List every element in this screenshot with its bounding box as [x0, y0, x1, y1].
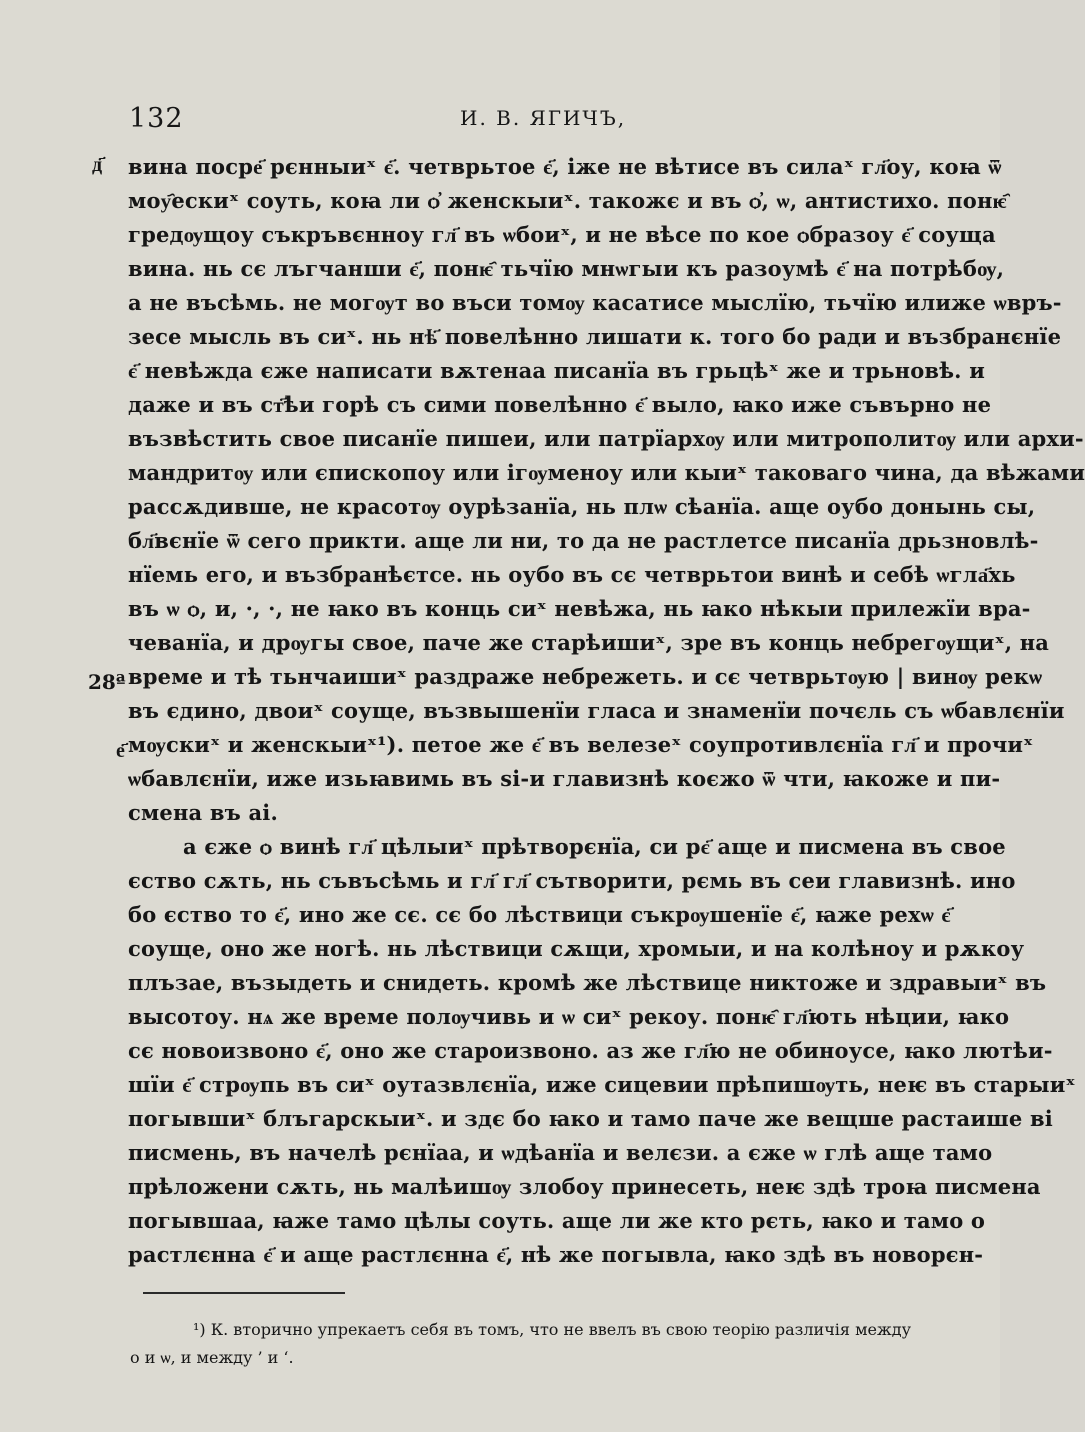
- body-text: [128, 150, 1085, 1272]
- text-line: чеванїа, и дрѹгы свое, паче же старѣишиˣ, зре въ конць небрегѹщиˣ, на: [128, 630, 1050, 655]
- text-line: зесе мысль въ сиˣ. нь нѣ҃ повелѣнно лишати к. того бо ради и възбранєнїе: [128, 324, 1062, 349]
- margin-note-top: д҃: [92, 152, 103, 176]
- text-line: шїи є҃ стрѹпь въ сиˣ оутазвлєнїа, иже сицевии прѣпишѹть, неѥ въ старыиˣ: [128, 1072, 1076, 1097]
- text-line: бо єство то є҃, ино же сє. сє бо лѣствици съкрѹшенїе є҃, ꙗже рехѡ є҃: [128, 902, 951, 927]
- footnote: [130, 1316, 953, 1372]
- text-line: нїемь его, и възбранѣєтсе. нь оубо въ сє четврьтои винѣ и себѣ ѡгла҃хь: [128, 562, 1016, 587]
- text-line: соуще, оно же ногѣ. нь лѣствици сѫщи, хромыи, и на колѣноу и рѫкоу: [128, 936, 1025, 961]
- text-line: вина посре҃ рєнныиˣ є҃. четврьтое є҃, іже не вѣтисе въ силаˣ гл҃оу, коꙗ ѿ: [128, 154, 1002, 179]
- text-line: ѡбавлєнїи, иже изьꙗвимь въ ѕі-и главизнѣ коєжо ѿ чти, ꙗкоже и пи-: [128, 766, 1001, 791]
- text-line: вина. нь сє лъгчанши є҃, понѥ҄ тьчїю мнѡгыи къ разоумѣ є҃ на потрѣбѹ,: [128, 256, 1005, 281]
- footnote-line: о и ѡ, и между ’ и ‘.: [130, 1348, 294, 1367]
- text-line: моу҄ескиˣ соуть, коꙗ ли ѻ҆ женскыиˣ. такожє и въ ѻ҆, ѡ, антистихо. понѥ҄: [128, 188, 1007, 213]
- text-line: време и тѣ тьнчаишиˣ раздраже небрежеть. и сє четврьтѹю | винѹ рекѡ: [128, 664, 1043, 689]
- text-line: въ єдино, двоиˣ соуще, възвышенїи гласа и знаменїи почєль съ ѡбавлєнїи: [128, 698, 1065, 723]
- text-line: рассѫдивше, не красотѹ оурѣзанїа, нь плѡ сѣанїа. аще оубо донынь сы,: [128, 494, 1036, 519]
- footnote-line: ¹) К. вторично упрекаетъ себя въ томъ, что не ввелъ въ свою теорію различія между: [193, 1320, 911, 1339]
- text-line: въ ѡ ѻ, и, ·, ·, не ꙗко въ конць сиˣ невѣжа, нь ꙗко нѣкыи прилежїи вра-: [128, 596, 1031, 621]
- text-line: погывшиˣ блъгарскыиˣ. и здє бо ꙗко и тамо паче же вещше растаише ві: [128, 1106, 1053, 1131]
- running-head: И. В. ЯГИЧЪ,: [460, 106, 627, 130]
- text-line: сє новоизвоно є҃, оно же староизвоно. аз же гл҃ю не обиноусе, ꙗко лютѣи-: [128, 1038, 1053, 1063]
- text-line: смена въ аі.: [128, 800, 278, 825]
- text-line: а єже ѻ винѣ гл҃ цѣлыиˣ прѣтворєнїа, си рє҃ аще и писмена въ свое: [183, 834, 1006, 859]
- page-number: 132: [129, 103, 184, 134]
- text-line: а не въсѣмь. не могѹт во въси томѹ касатисе мыслїю, тьчїю илиже ѡвръ-: [128, 290, 1062, 315]
- text-line: є҃ невѣжда єже написати вѫтенаа писанїа въ грьцѣˣ же и трьновѣ. и: [128, 358, 985, 383]
- footnote-rule: [143, 1292, 345, 1294]
- text-line: прѣложени сѫть, нь малѣишѹ злобоу принесеть, неѥ здѣ троꙗ писмена: [128, 1174, 1041, 1199]
- text-line: погывшаа, ꙗже тамо цѣлы соуть. аще ли же кто рєть, ꙗко и тамо о: [128, 1208, 986, 1233]
- text-line: єство сѫть, нь съвъсѣмь и гл҃ гл҃ сътворити, рємь въ сеи главизнѣ. ино: [128, 868, 1016, 893]
- text-line: бл҃вєнїе ѿ сего прикти. аще ли ни, то да не растлетсе писанїа дрьзновлѣ-: [128, 528, 1039, 553]
- text-line: възвѣстить свое писанїе пишеи, или патрїархѹ или митрополитѹ или архи-: [128, 426, 1084, 451]
- text-line: даже и въ ст҃ѣи горѣ съ сими повелѣнно є҃ выло, ꙗко иже съвърно не: [128, 392, 992, 417]
- margin-note-folio: 28ª: [88, 670, 126, 694]
- text-line: растлєнна є҃ и аще растлєнна є҃, нѣ же погывла, ꙗко здѣ въ новорєн-: [128, 1242, 984, 1267]
- text-line: высотоу. нѧ же време полѹчивь и ѡ сиˣ рекоу. понѥ҄ гл҃ють нѣции, ꙗко: [128, 1004, 1010, 1029]
- text-line: плъзае, възыдеть и снидеть. кромѣ же лѣствице никтоже и здравыиˣ въ: [128, 970, 1047, 995]
- text-line: гредѹщоу съкръвєнноу гл҃ въ ѡбоиˣ, и не вѣсе по кое ѻбразоу є҃ соуща: [128, 222, 996, 247]
- margin-note-mid: е҃: [116, 738, 125, 762]
- text-line: мѹскиˣ и женскыиˣ¹). петое же є҃ въ велезеˣ соупротивлєнїа гл҃ и прочиˣ: [128, 732, 1034, 757]
- text-line: писмень, въ начелѣ рєнїаа, и ѡдѣанїа и велєзи. а єже ѡ глѣ аще тамо: [128, 1140, 993, 1165]
- text-line: мандритѹ или єпископоу или ігѹменоу или кыиˣ таковаго чина, да вѣжами: [128, 460, 1085, 485]
